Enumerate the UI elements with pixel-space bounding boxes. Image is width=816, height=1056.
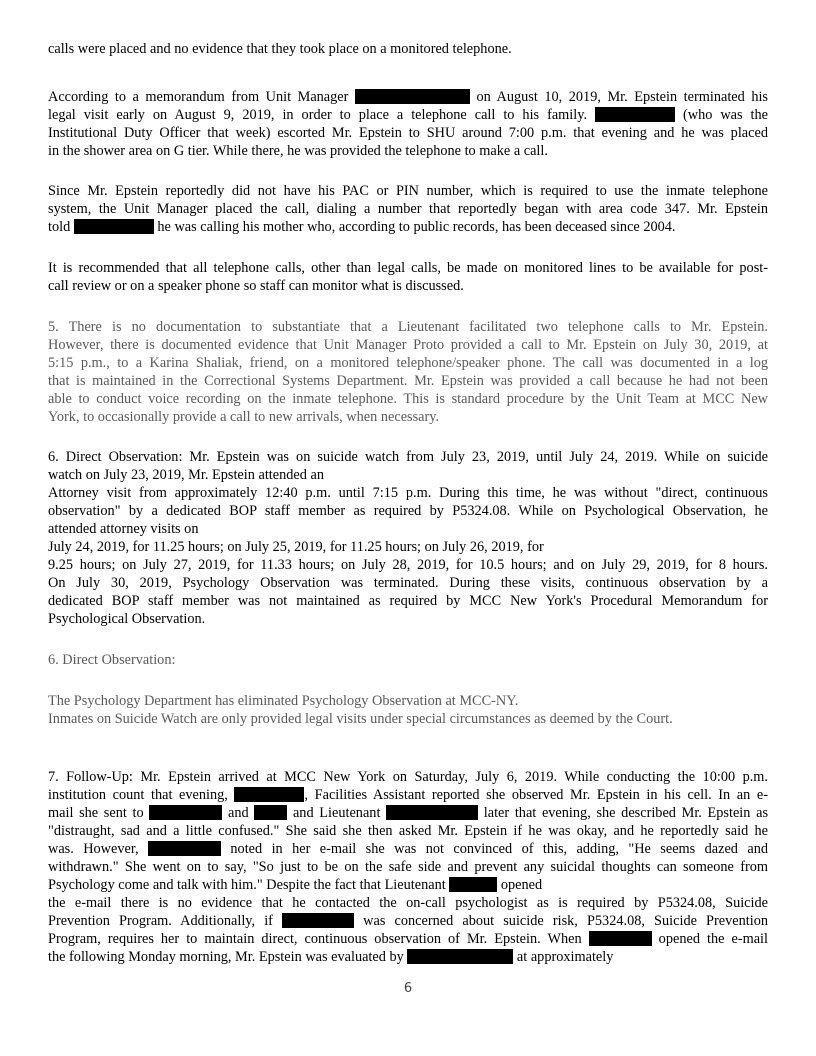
text-line-4: Institutional Duty Officer that week) escorted Mr. Epstein to SHU around 7:00 p.m. that evening and he was placed (48, 125, 768, 141)
text-line-2: According to a memorandum from Unit Manager on August 10, 2019, Mr. Epstein terminated his (48, 89, 768, 105)
text-line-10: call review or on a speaker phone so staff can monitor what is discussed. (48, 278, 464, 294)
text-line-39: Program, requires her to maintain direct, continuous observation of Mr. Epstein. When opened the e-mail (48, 931, 769, 947)
redaction-bar (407, 949, 513, 964)
redaction-bar (589, 931, 652, 946)
redaction-bar (148, 841, 221, 856)
text-line-13: 5:15 p.m., to a Karina Shaliak, friend, on a monitored telephone/speaker phone. The call was documented in a log (48, 355, 768, 371)
text-line-12: However, there is documented evidence that Unit Manager Proto provided a call to Mr. Epstein on July 30, 2019, at (48, 337, 768, 353)
redaction-bar (282, 913, 354, 928)
text-line-14: that is maintained in the Correctional Systems Department. Mr. Epstein was provided a call because he had not been (48, 373, 768, 389)
text-line-33: "distraught, sad and a little confused." She said she then asked Mr. Epstein if he was okay, and he reportedly said he (48, 823, 768, 839)
text-line-24: On July 30, 2019, Psychology Observation was terminated. During these visits, continuous observation by a (48, 575, 768, 591)
text-line-15: able to conduct voice recording on the inmate telephone. This is standard procedure by the Unit Team at MCC New (48, 391, 768, 407)
text-line-29: Inmates on Suicide Watch are only provided legal visits under special circumstances as deemed by the Court. (48, 711, 673, 727)
text-line-35: withdrawn." She went on to say, "So just to be on the safe side and prevent any suicidal thoughts can someone from (48, 859, 768, 875)
text-line-36: Psychology come and talk with him." Despite the fact that Lieutenant opened (48, 877, 543, 893)
text-line-34: was. However, noted in her e-mail she was not convinced of this, adding, "He seems dazed and (48, 841, 768, 857)
text-line-25: dedicated BOP staff member was not maintained as required by MCC New York's Procedural Memorandum for (48, 593, 768, 609)
text-line-8: told he was calling his mother who, according to public records, has been deceased since 2004. (48, 219, 676, 235)
redaction-bar (595, 107, 675, 122)
text-line-23: 9.25 hours; on July 27, 2019, for 11.33 hours; on July 28, 2019, for 10.5 hours; and on July 29, 2019, for 8 hours. (48, 557, 768, 573)
text-line-3: legal visit early on August 9, 2019, in order to place a telephone call to his family. (who was the (48, 107, 768, 123)
text-line-26: Psychological Observation. (48, 611, 206, 627)
redaction-bar (386, 805, 478, 820)
text-line-9: It is recommended that all telephone calls, other than legal calls, be made on monitored lines to be available for post- (48, 260, 768, 276)
text-line-22: July 24, 2019, for 11.25 hours; on July 25, 2019, for 11.25 hours; on July 26, 2019, for (48, 539, 544, 555)
page-number: 6 (403, 981, 413, 996)
redaction-bar (449, 877, 497, 892)
redaction-bar (355, 89, 470, 104)
text-line-17: 6. Direct Observation: Mr. Epstein was on suicide watch from July 23, 2019, until July 24, 2019. While on suicide (48, 449, 768, 465)
text-line-6: Since Mr. Epstein reportedly did not have his PAC or PIN number, which is required to use the inmate telephone (48, 183, 768, 199)
text-line-32: mail she sent to and and Lieutenant later that evening, she described Mr. Epstein as (48, 805, 769, 821)
text-line-11: 5. There is no documentation to substantiate that a Lieutenant facilitated two telephone calls to Mr. Epstein. (48, 319, 768, 335)
text-line-28: The Psychology Department has eliminated Psychology Observation at MCC-NY. (48, 693, 519, 709)
text-line-7: system, the Unit Manager placed the call, dialing a number that reportedly began with area code 347. Mr. Epstein (48, 201, 768, 217)
text-line-31: institution count that evening, , Facilities Assistant reported she observed Mr. Epstein in his cell. In an e- (48, 787, 768, 803)
redaction-bar (149, 805, 222, 820)
redaction-bar (74, 219, 154, 234)
text-line-38: Prevention Program. Additionally, if was concerned about suicide risk, P5324.08, Suicide Prevention (48, 913, 768, 929)
text-line-30: 7. Follow-Up: Mr. Epstein arrived at MCC New York on Saturday, July 6, 2019. While conducting the 10:00 p.m. (48, 769, 768, 785)
text-line-16: York, to occasionally provide a call to new arrivals, when necessary. (48, 409, 440, 425)
text-line-37: the e-mail there is no evidence that he contacted the on-call psychologist as is required by P5324.08, Suicide (48, 895, 768, 911)
text-line-1: calls were placed and no evidence that they took place on a monitored telephone. (48, 41, 512, 57)
text-line-27: 6. Direct Observation: (48, 652, 176, 668)
text-line-21: attended attorney visits on (48, 521, 199, 537)
text-line-18: watch on July 23, 2019, Mr. Epstein attended an (48, 467, 324, 483)
document-page (48, 0, 768, 1056)
redaction-bar (254, 805, 287, 820)
text-line-19: Attorney visit from approximately 12:40 p.m. until 7:15 p.m. During this time, he was without "direct, continuous (48, 485, 768, 501)
text-line-20: observation" by a dedicated BOP staff member as required by P5324.08. While on Psychological Observation, he (48, 503, 768, 519)
text-line-5: in the shower area on G tier. While there, he was provided the telephone to make a call. (48, 143, 548, 159)
text-line-40: the following Monday morning, Mr. Epstein was evaluated by at approximately (48, 949, 614, 965)
redaction-bar (234, 787, 304, 802)
